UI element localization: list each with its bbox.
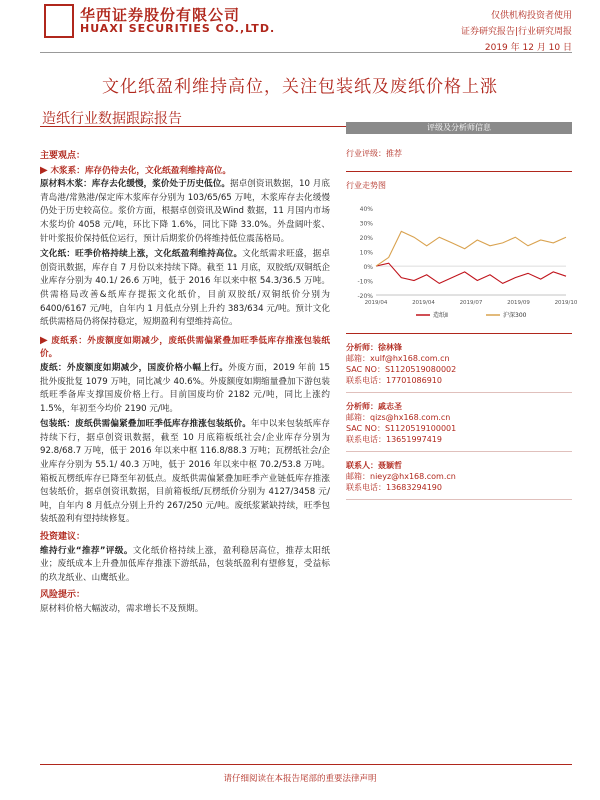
y-tick-label: 40% — [359, 206, 373, 214]
analyst-email[interactable]: 邮箱：xulf@hx168.com.cn — [346, 354, 450, 363]
x-tick-label: 2019/04 — [364, 300, 388, 306]
main-points-label: 主要观点： — [40, 151, 86, 161]
y-tick-label: 20% — [359, 235, 373, 243]
report-title: 文化纸盈利维持高位，关注包装纸及废纸价格上涨 — [102, 77, 498, 97]
analyst-2: 分析师：戚志圣 邮箱：qizs@hx168.com.cn SAC NO：S1120519100001 联系电话：13651997419 — [346, 401, 572, 445]
contact-email[interactable]: 邮箱：nieyz@hx168.com.cn — [346, 472, 456, 481]
paragraph-investment: 维持行业“推荐”评级。文化纸价格持续上涨，盈利稳居高位，推荐太阳纸业；废纸成本上升叠加低库存推涨下游纸品，包装纸盈利有望修复，受益标的玖龙纸业、山鹰纸业。 — [40, 545, 330, 583]
bullet-icon: ▶ — [40, 164, 48, 176]
report-type: 证券研究报告|行业研究周报 — [460, 27, 572, 37]
main-content — [40, 150, 330, 617]
y-tick-label: 30% — [359, 220, 373, 228]
contact-phone: 联系电话：13683294190 — [346, 483, 442, 492]
company-name-cn: 华西证券股份有限公司 — [80, 6, 241, 24]
y-tick-label: -20% — [357, 293, 373, 300]
risk-label: 风险提示： — [40, 590, 86, 601]
paragraph-pulp: 原材料木浆：库存去化缓慢，浆价处于历史低位。据卓创资讯数据，10 月底青岛港/常熟港/保定库木浆库存分别为 103/65/65 万吨，木浆库存去化缓慢仍处于历史较高位。浆价方面，根据卓创资讯及Wind 数据，11 月国内市场木浆均价 4058 元/吨，环比下降 1.6%，同比下降 33.0%。外盘阔叶浆、针叶浆报价保持低位运行，预计后期浆价仍将维持低位震荡格局。 — [40, 179, 330, 244]
company-name-en: HUAXI SECURITIES CO.,LTD. — [80, 22, 276, 35]
paragraph-culture-paper: 文化纸：旺季价格持续上涨，文化纸盈利维持高位。文化纸需求旺盛，据卓创资讯数据，库存自 7 月份以来持续下降。截至 11 月底，双胶纸/双铜纸企业库存分别为 40.1/ 26.6 万吨，低于 2016 年以来中枢 54.3/36.5 万吨。供需格局改善&纸库存提振文化纸价，目前双胶纸/双铜纸价分别为 6400/6167 元/吨，自年内 1 月低点分别上升约 383/634 元/吨。预计文化纸供需格局仍将保持稳定，短期盈利有望维持高位。 — [40, 249, 330, 328]
y-tick-label: -10% — [357, 278, 373, 286]
legend-label: 造纸Ⅱ — [433, 312, 448, 319]
analyst-1: 分析师：徐林锋 邮箱：xulf@hx168.com.cn SAC NO：S1120519080002 联系电话：17701086910 — [346, 342, 572, 386]
x-tick-label: 2019/07 — [459, 300, 483, 306]
section-pulp-heading: 木浆系：库存仍待去化，文化纸盈利维持高位。 — [50, 165, 231, 176]
legend-label: 沪深300 — [503, 312, 527, 319]
analyst-sac: SAC NO：S1120519080002 — [346, 365, 457, 374]
bullet-icon: ▶ — [40, 334, 49, 346]
contact-person: 联系人：聂颖哲 邮箱：nieyz@hx168.com.cn 联系电话：13683294190 — [346, 460, 572, 493]
y-tick-label: 10% — [359, 249, 373, 257]
investment-advice-label: 投资建议： — [40, 532, 86, 543]
analyst-phone: 联系电话：13651997419 — [346, 435, 442, 444]
industry-trend-chart — [346, 195, 578, 325]
report-subtitle: 造纸行业数据跟踪报告 — [42, 111, 182, 127]
x-tick-label: 2019/10 — [554, 300, 578, 306]
analyst-phone: 联系电话：17701086910 — [346, 376, 442, 385]
industry-rating: 行业评级：推荐 — [346, 149, 402, 158]
x-tick-label: 2019/04 — [412, 300, 435, 306]
analyst-panel — [346, 122, 578, 500]
panel-header: 评级及分析师信息 — [346, 122, 572, 134]
paragraph-wastepaper: 废纸：外废额度如期减少，国废价格小幅上行。外废方面，2019 年前 15 批外废批复 1079 万吨，同比减少 40.6%。外废额度如期缩量叠加下游包装纸旺季备库支撑国废价格上行。目前国废均价 2182 元/吨，同比上涨约 1.5%，年初至今均价 2190 元/吨。 — [40, 362, 330, 414]
series-line-2 — [376, 231, 566, 266]
paragraph-packaging: 包装纸：废纸供需偏紧叠加旺季低库存推涨包装纸价。年中以来包装纸库存持续下行，据卓创资讯数据，截至 10 月底箱板纸社会/企业库存分别为 92.8/68.7 万吨，低于 2016 年以来中枢 116.8/88.3 万吨；瓦楞纸社会/企业库存分别为 55.1/ 40.3 万吨，低于 2016 年以来中枢 70.2/53.8 万吨。箱板瓦楞纸库存已降至年初低点。废纸供需偏紧叠加旺季产业链低库存推涨包装纸价，据卓创资讯数据，目前箱板纸/瓦楞纸价分别为 4127/3458 元/吨，自年内 8 月低点分别上升约 267/250 元/吨。废纸浆紧缺持续，旺季包装纸盈利有望持续修复。 — [40, 419, 330, 525]
header-divider — [40, 52, 572, 53]
paragraph-risk: 原材料价格大幅波动，需求增长不及预期。 — [40, 604, 204, 614]
analyst-sac: SAC NO：S1120519100001 — [346, 424, 457, 433]
company-logo — [44, 4, 74, 38]
section-wastepaper-heading: 废纸系：外废额度如期减少，废纸供需偏紧叠加旺季低库存推涨包装纸价。 — [40, 335, 330, 360]
x-tick-label: 2019/09 — [507, 300, 530, 306]
report-date: 2019 年 12 月 10 日 — [484, 43, 572, 53]
footer-divider — [40, 764, 572, 765]
legal-notice[interactable]: 请仔细阅读在本报告尾部的重要法律声明 — [223, 774, 377, 784]
chart-title: 行业走势图 — [346, 181, 386, 190]
analyst-email[interactable]: 邮箱：qizs@hx168.com.cn — [346, 413, 451, 422]
y-tick-label: 0% — [363, 264, 373, 272]
audience-note: 仅供机构投资者使用 — [490, 11, 572, 21]
